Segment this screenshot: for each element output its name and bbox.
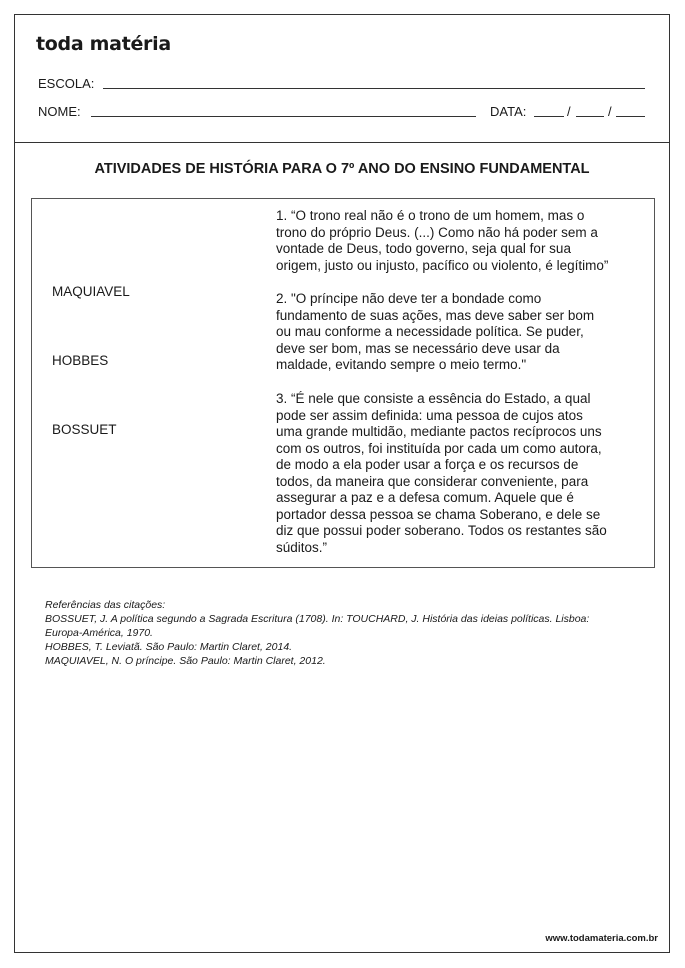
nome-input-line[interactable] (91, 116, 476, 117)
data-year-line[interactable] (616, 116, 645, 117)
data-label: DATA: (490, 104, 527, 119)
date-slash: / (567, 104, 571, 119)
escola-label: ESCOLA: (38, 76, 95, 91)
references (45, 598, 665, 668)
reference-item: Europa-América, 1970. (45, 627, 153, 639)
quote-3: 3. “É nele que consiste a essência do Estado, a qual pode ser assim definida: uma pessoa de cujos atos uma grande multidão, mediante pactos recíprocos uns com os outros, foi instituída por cada um como autora, de modo a ela poder usar a força e os recursos de todos, da maneira que considerar conveniente, para assegurar a paz e a defesa comum. Aquele que é portador dessa pessoa se chama Soberano, e dele se diz que possui poder soberano. Todos os restantes são súditos.” (276, 391, 607, 555)
quote-1: 1. “O trono real não é o trono de um homem, mas o trono do próprio Deus. (...) Como não há poder sem a vontade de Deus, todo governo, seja qual for sua origem, justo ou injusto, pacífico ou violento, é legítimo” (276, 208, 609, 273)
reference-item: HOBBES, T. Leviatã. São Paulo: Martin Claret, 2014. (45, 641, 293, 653)
header-divider (14, 142, 670, 143)
data-day-line[interactable] (534, 116, 564, 117)
escola-input-line[interactable] (103, 88, 645, 89)
brand-logo: toda matéria (36, 33, 171, 55)
nome-label: NOME: (38, 104, 81, 119)
date-slash: / (608, 104, 612, 119)
reference-item: BOSSUET, J. A política segundo a Sagrada Escritura (1708). In: TOUCHARD, J. História das ideias políticas. Lisboa: (45, 613, 590, 625)
author-hobbes: HOBBES (52, 353, 109, 368)
references-heading: Referências das citações: (45, 599, 166, 611)
footer-url[interactable]: www.todamateria.com.br (545, 933, 658, 944)
author-bossuet: BOSSUET (52, 422, 117, 437)
page-title: ATIVIDADES DE HISTÓRIA PARA O 7º ANO DO ENSINO FUNDAMENTAL (94, 161, 590, 177)
reference-item: MAQUIAVEL, N. O príncipe. São Paulo: Martin Claret, 2012. (45, 655, 326, 667)
quote-2: 2. "O príncipe não deve ter a bondade como fundamento de suas ações, mas deve saber ser bom ou mau conforme a necessidade política. Se puder, deve ser bom, mas se necessário deve usar da maldade, evitando sempre o meio termo." (276, 291, 595, 372)
author-maquiavel: MAQUIAVEL (52, 284, 130, 299)
data-month-line[interactable] (576, 116, 604, 117)
